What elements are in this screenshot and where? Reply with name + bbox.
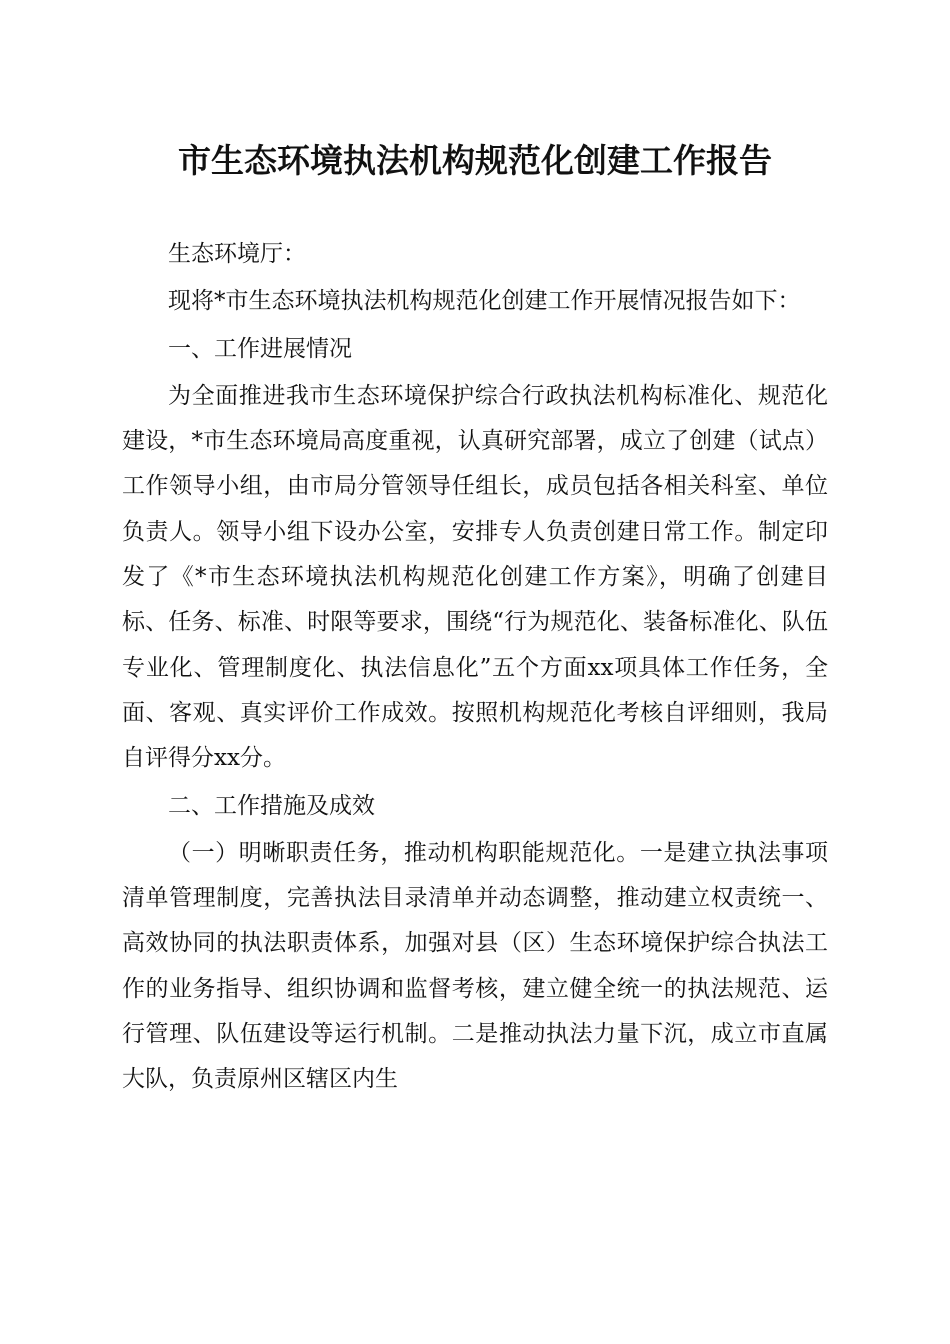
- salutation: 生态环境厅：: [168, 241, 306, 267]
- section2-paragraph-text: 一是建立执法事项清单管理制度，完善执法目录清单并动态调整，推动建立权责统一、高效协同的执法职责体系，加强对县（区）生态环境保护综合执法工作的业务指导、组织协调和监督考核，建立健全统一的执法规范、运行管理、队伍建设等运行机制。二是推动执法力量下沉，成立市直属大队，负责原州区辖区内生: [122, 839, 829, 1093]
- section2-subheading: （一）明晰职责任务，推动机构职能规范化。: [168, 839, 640, 866]
- section2-heading: 二、工作措施及成效: [168, 792, 375, 819]
- section2-paragraph: [122, 831, 828, 1103]
- document-title: 市生态环境执法机构规范化创建工作报告: [178, 141, 772, 180]
- section1-heading: 一、工作进展情况: [168, 335, 352, 362]
- document-body: [122, 232, 828, 1103]
- section1-paragraph: 为全面推进我市生态环境保护综合行政执法机构标准化、规范化建设，*市生态环境局高度重视，认真研究部署，成立了创建（试点）工作领导小组，由市局分管领导任组长，成员包括各相关科室、单位负责人。领导小组下设办公室，安排专人负责创建日常工作。制定印发了《*市生态环境执法机构规范化创建工作方案》，明确了创建目标、任务、标准、时限等要求，围绕“行为规范化、装备标准化、队伍专业化、管理制度化、执法信息化”五个方面xx项具体工作任务，全面、客观、真实评价工作成效。按照机构规范化考核自评细则，我局自评得分xx分。: [122, 382, 828, 772]
- intro-paragraph: 现将*市生态环境执法机构规范化创建工作开展情况报告如下：: [168, 288, 801, 315]
